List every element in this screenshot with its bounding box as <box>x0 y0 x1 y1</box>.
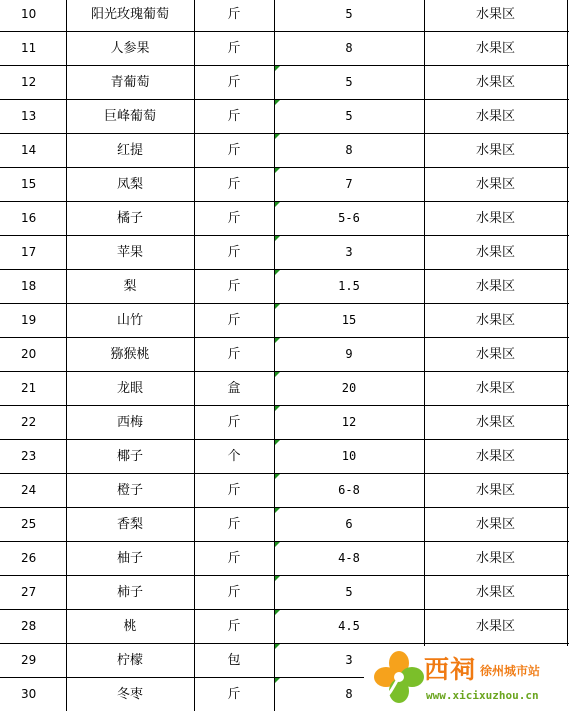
row-number-cell-text: 11 <box>21 41 37 55</box>
zone-cell-text: 水果区 <box>475 313 515 328</box>
product-name-cell-text: 香梨 <box>116 517 143 532</box>
row-number-cell[interactable] <box>0 610 66 644</box>
row-number-cell[interactable] <box>0 542 66 576</box>
table-row <box>0 508 569 542</box>
row-number-cell-text: 22 <box>21 415 37 429</box>
row-number-cell-text: 26 <box>21 551 37 565</box>
price-cell-text: 6-8 <box>338 483 360 497</box>
product-name-cell[interactable] <box>66 32 194 66</box>
table-row <box>0 304 569 338</box>
price-cell[interactable] <box>274 474 424 508</box>
unit-cell-text: 斤 <box>227 313 241 328</box>
product-name-cell-text: 龙眼 <box>116 381 143 396</box>
green-corner-triangle-icon <box>275 66 280 71</box>
price-cell[interactable] <box>274 168 424 202</box>
row-number-cell[interactable] <box>0 66 66 100</box>
unit-cell-text: 斤 <box>227 177 241 192</box>
row-number-cell[interactable] <box>0 202 66 236</box>
zone-cell[interactable] <box>424 406 567 440</box>
table-row <box>0 202 569 236</box>
unit-cell[interactable] <box>194 270 274 304</box>
zone-cell-text: 水果区 <box>475 7 515 22</box>
row-number-cell[interactable] <box>0 406 66 440</box>
price-cell-text: 5-6 <box>338 211 360 225</box>
unit-cell[interactable] <box>194 440 274 474</box>
product-name-cell[interactable] <box>66 236 194 270</box>
product-name-cell-text: 巨峰葡萄 <box>103 109 156 124</box>
zone-cell[interactable] <box>424 372 567 406</box>
green-corner-triangle-icon <box>275 542 280 547</box>
table-row <box>0 338 569 372</box>
row-number-cell-text: 13 <box>21 109 37 123</box>
zone-cell-text: 水果区 <box>475 483 515 498</box>
zone-cell-text: 水果区 <box>475 585 515 600</box>
row-number-cell-text: 19 <box>21 313 37 327</box>
price-cell-text: 8 <box>345 143 353 157</box>
row-number-cell-text: 16 <box>21 211 37 225</box>
unit-cell[interactable] <box>194 678 274 711</box>
row-number-cell[interactable] <box>0 236 66 270</box>
product-name-cell[interactable] <box>66 508 194 542</box>
row-number-cell-text: 21 <box>21 381 37 395</box>
table-row <box>0 32 569 66</box>
unit-cell[interactable] <box>194 372 274 406</box>
product-name-cell-text: 苹果 <box>116 245 143 260</box>
green-corner-triangle-icon <box>275 440 280 445</box>
green-corner-triangle-icon <box>275 644 280 649</box>
watermark-tagline: 徐州城市站 <box>480 664 541 678</box>
product-name-cell-text: 冬枣 <box>116 687 143 702</box>
zone-cell[interactable] <box>424 134 567 168</box>
zone-cell-text: 水果区 <box>475 347 515 362</box>
unit-cell[interactable] <box>194 32 274 66</box>
green-corner-triangle-icon <box>275 100 280 105</box>
price-cell[interactable] <box>274 542 424 576</box>
green-corner-triangle-icon <box>275 474 280 479</box>
product-name-cell[interactable] <box>66 610 194 644</box>
price-cell[interactable] <box>274 406 424 440</box>
product-name-cell[interactable] <box>66 270 194 304</box>
unit-cell-text: 斤 <box>227 7 241 22</box>
price-cell-text: 5 <box>345 7 353 21</box>
price-cell[interactable] <box>274 338 424 372</box>
product-name-cell-text: 柿子 <box>116 585 143 600</box>
table-row <box>0 474 569 508</box>
price-cell[interactable] <box>274 372 424 406</box>
product-name-cell[interactable] <box>66 440 194 474</box>
product-name-cell[interactable] <box>66 0 194 32</box>
product-name-cell[interactable] <box>66 100 194 134</box>
zone-cell[interactable] <box>424 610 567 644</box>
zone-cell[interactable] <box>424 168 567 202</box>
row-number-cell[interactable] <box>0 338 66 372</box>
price-cell-text: 5 <box>345 585 353 599</box>
green-corner-triangle-icon <box>275 134 280 139</box>
zone-cell[interactable] <box>424 338 567 372</box>
table-row <box>0 576 569 610</box>
zone-cell[interactable] <box>424 576 567 610</box>
price-cell-text: 10 <box>341 449 357 463</box>
price-cell[interactable] <box>274 508 424 542</box>
product-name-cell[interactable] <box>66 372 194 406</box>
unit-cell[interactable] <box>194 542 274 576</box>
zone-cell-text: 水果区 <box>475 177 515 192</box>
row-number-cell[interactable] <box>0 0 66 32</box>
row-number-cell[interactable] <box>0 100 66 134</box>
product-name-cell[interactable] <box>66 406 194 440</box>
zone-cell-text: 水果区 <box>475 143 515 158</box>
unit-cell-text: 斤 <box>227 245 241 260</box>
zone-cell-text: 水果区 <box>475 517 515 532</box>
price-cell-text: 3 <box>345 245 353 259</box>
row-number-cell-text: 12 <box>21 75 37 89</box>
table-row <box>0 236 569 270</box>
product-name-cell-text: 凤梨 <box>116 177 143 192</box>
zone-cell-text: 水果区 <box>475 619 515 634</box>
zone-cell-text: 水果区 <box>475 415 515 430</box>
unit-cell[interactable] <box>194 100 274 134</box>
product-name-cell[interactable] <box>66 576 194 610</box>
table-row <box>0 542 569 576</box>
row-number-cell-text: 30 <box>21 687 37 701</box>
product-name-cell-text: 柠檬 <box>116 653 143 668</box>
green-corner-triangle-icon <box>275 236 280 241</box>
unit-cell[interactable] <box>194 202 274 236</box>
zone-cell-text: 水果区 <box>475 75 515 90</box>
green-corner-triangle-icon <box>275 338 280 343</box>
zone-cell[interactable] <box>424 202 567 236</box>
product-name-cell[interactable] <box>66 542 194 576</box>
row-number-cell[interactable] <box>0 304 66 338</box>
price-cell-text: 5 <box>345 75 353 89</box>
zone-cell-text: 水果区 <box>475 449 515 464</box>
price-cell[interactable] <box>274 440 424 474</box>
product-name-cell-text: 山竹 <box>116 313 143 328</box>
table-row <box>0 66 569 100</box>
product-name-cell[interactable] <box>66 474 194 508</box>
product-name-cell-text: 人参果 <box>110 41 150 56</box>
price-cell[interactable] <box>274 0 424 32</box>
zone-cell-text: 水果区 <box>475 41 515 56</box>
row-number-cell[interactable] <box>0 508 66 542</box>
product-name-cell[interactable] <box>66 66 194 100</box>
price-cell[interactable] <box>274 610 424 644</box>
unit-cell-text: 斤 <box>227 75 241 90</box>
green-corner-triangle-icon <box>275 678 280 683</box>
row-number-cell-text: 10 <box>21 7 37 21</box>
zone-cell[interactable] <box>424 32 567 66</box>
row-number-cell-text: 15 <box>21 177 37 191</box>
product-name-cell-text: 柚子 <box>116 551 143 566</box>
unit-cell[interactable] <box>194 338 274 372</box>
row-number-cell[interactable] <box>0 474 66 508</box>
price-cell-text: 12 <box>341 415 357 429</box>
green-corner-triangle-icon <box>275 168 280 173</box>
price-cell[interactable] <box>274 100 424 134</box>
zone-cell[interactable] <box>424 66 567 100</box>
row-number-cell-text: 20 <box>21 347 37 361</box>
unit-cell[interactable] <box>194 508 274 542</box>
price-cell[interactable] <box>274 66 424 100</box>
unit-cell[interactable] <box>194 610 274 644</box>
price-cell-text: 4.5 <box>338 619 360 633</box>
product-name-cell-text: 青葡萄 <box>110 75 150 90</box>
watermark-logo <box>364 646 569 711</box>
unit-cell-text: 斤 <box>227 483 241 498</box>
row-number-cell[interactable] <box>0 134 66 168</box>
unit-cell-text: 斤 <box>227 347 241 362</box>
green-corner-triangle-icon <box>275 508 280 513</box>
unit-cell-text: 斤 <box>227 687 241 702</box>
unit-cell-text: 斤 <box>227 585 241 600</box>
table-row <box>0 372 569 406</box>
zone-cell-text: 水果区 <box>475 211 515 226</box>
unit-cell-text: 斤 <box>227 551 241 566</box>
unit-cell[interactable] <box>194 66 274 100</box>
watermark-brand: 西祠 <box>424 655 477 684</box>
zone-cell-text: 水果区 <box>475 551 515 566</box>
unit-cell-text: 斤 <box>227 109 241 124</box>
unit-cell[interactable] <box>194 474 274 508</box>
unit-cell-text: 斤 <box>227 619 241 634</box>
product-name-cell[interactable] <box>66 644 194 678</box>
price-cell-text: 6 <box>345 517 353 531</box>
table-row <box>0 440 569 474</box>
unit-cell-text: 斤 <box>227 211 241 226</box>
row-number-cell-text: 25 <box>21 517 37 531</box>
product-name-cell[interactable] <box>66 338 194 372</box>
price-cell-text: 8 <box>345 687 353 701</box>
zone-cell[interactable] <box>424 100 567 134</box>
zone-cell-text: 水果区 <box>475 109 515 124</box>
price-cell-text: 20 <box>341 381 357 395</box>
green-corner-triangle-icon <box>275 406 280 411</box>
green-corner-triangle-icon <box>275 610 280 615</box>
product-name-cell-text: 桃 <box>123 619 137 634</box>
zone-cell[interactable] <box>424 474 567 508</box>
product-name-cell-text: 橙子 <box>116 483 143 498</box>
unit-cell[interactable] <box>194 236 274 270</box>
zone-cell[interactable] <box>424 270 567 304</box>
green-corner-triangle-icon <box>275 372 280 377</box>
zone-cell[interactable] <box>424 508 567 542</box>
price-cell[interactable] <box>274 202 424 236</box>
zone-cell[interactable] <box>424 440 567 474</box>
product-name-cell[interactable] <box>66 168 194 202</box>
row-number-cell[interactable] <box>0 644 66 678</box>
unit-cell-text: 斤 <box>227 517 241 532</box>
unit-cell[interactable] <box>194 134 274 168</box>
product-name-cell-text: 红提 <box>116 143 143 158</box>
product-name-cell-text: 阳光玫瑰葡萄 <box>90 7 169 22</box>
row-number-cell-text: 29 <box>21 653 37 667</box>
green-corner-triangle-icon <box>275 304 280 309</box>
table-row <box>0 610 569 644</box>
unit-cell-text: 包 <box>227 653 241 668</box>
row-number-cell-text: 24 <box>21 483 37 497</box>
row-number-cell-text: 14 <box>21 143 37 157</box>
row-number-cell-text: 28 <box>21 619 37 633</box>
zone-cell-text: 水果区 <box>475 381 515 396</box>
product-name-cell-text: 橘子 <box>116 211 143 226</box>
zone-cell[interactable] <box>424 236 567 270</box>
unit-cell[interactable] <box>194 576 274 610</box>
table-row <box>0 406 569 440</box>
row-number-cell[interactable] <box>0 168 66 202</box>
zone-cell[interactable] <box>424 304 567 338</box>
watermark-url: www.xicixuzhou.cn <box>426 689 539 702</box>
product-name-cell-text: 西梅 <box>116 415 143 430</box>
product-name-cell[interactable] <box>66 202 194 236</box>
product-name-cell-text: 椰子 <box>116 449 143 464</box>
unit-cell[interactable] <box>194 304 274 338</box>
table-row <box>0 270 569 304</box>
green-corner-triangle-icon <box>275 202 280 207</box>
price-cell[interactable] <box>274 236 424 270</box>
price-cell-text: 8 <box>345 41 353 55</box>
zone-cell-text: 水果区 <box>475 245 515 260</box>
zone-cell[interactable] <box>424 0 567 32</box>
row-number-cell-text: 18 <box>21 279 37 293</box>
green-corner-triangle-icon <box>275 270 280 275</box>
price-cell[interactable] <box>274 270 424 304</box>
row-number-cell-text: 23 <box>21 449 37 463</box>
unit-cell[interactable] <box>194 168 274 202</box>
table-row <box>0 100 569 134</box>
product-name-cell[interactable] <box>66 304 194 338</box>
unit-cell-text: 斤 <box>227 41 241 56</box>
table-row <box>0 134 569 168</box>
price-cell-text: 1.5 <box>338 279 360 293</box>
unit-cell[interactable] <box>194 644 274 678</box>
flower-logo-icon <box>370 648 428 706</box>
row-number-cell[interactable] <box>0 372 66 406</box>
table-row <box>0 168 569 202</box>
zone-cell[interactable] <box>424 542 567 576</box>
price-cell[interactable] <box>274 304 424 338</box>
price-cell[interactable] <box>274 134 424 168</box>
row-number-cell[interactable] <box>0 32 66 66</box>
row-number-cell-text: 17 <box>21 245 37 259</box>
price-cell-text: 5 <box>345 109 353 123</box>
row-number-cell[interactable] <box>0 270 66 304</box>
price-cell[interactable] <box>274 576 424 610</box>
product-name-cell-text: 梨 <box>123 279 137 294</box>
unit-cell-text: 盒 <box>227 381 241 396</box>
unit-cell[interactable] <box>194 0 274 32</box>
price-cell-text: 7 <box>345 177 353 191</box>
zone-cell-text: 水果区 <box>475 279 515 294</box>
row-number-cell[interactable] <box>0 576 66 610</box>
unit-cell[interactable] <box>194 406 274 440</box>
product-name-cell-text: 猕猴桃 <box>110 347 150 362</box>
unit-cell-text: 斤 <box>227 279 241 294</box>
price-cell[interactable] <box>274 32 424 66</box>
price-cell-text: 15 <box>341 313 357 327</box>
price-cell-text: 3 <box>345 653 353 667</box>
unit-cell-text: 斤 <box>227 143 241 158</box>
price-cell-text: 9 <box>345 347 353 361</box>
product-name-cell[interactable] <box>66 134 194 168</box>
row-number-cell-text: 27 <box>21 585 37 599</box>
product-name-cell[interactable] <box>66 678 194 711</box>
row-number-cell[interactable] <box>0 678 66 711</box>
row-number-cell[interactable] <box>0 440 66 474</box>
table-row <box>0 0 569 32</box>
price-cell-text: 4-8 <box>338 551 360 565</box>
unit-cell-text: 斤 <box>227 415 241 430</box>
unit-cell-text: 个 <box>227 449 241 464</box>
green-corner-triangle-icon <box>275 576 280 581</box>
